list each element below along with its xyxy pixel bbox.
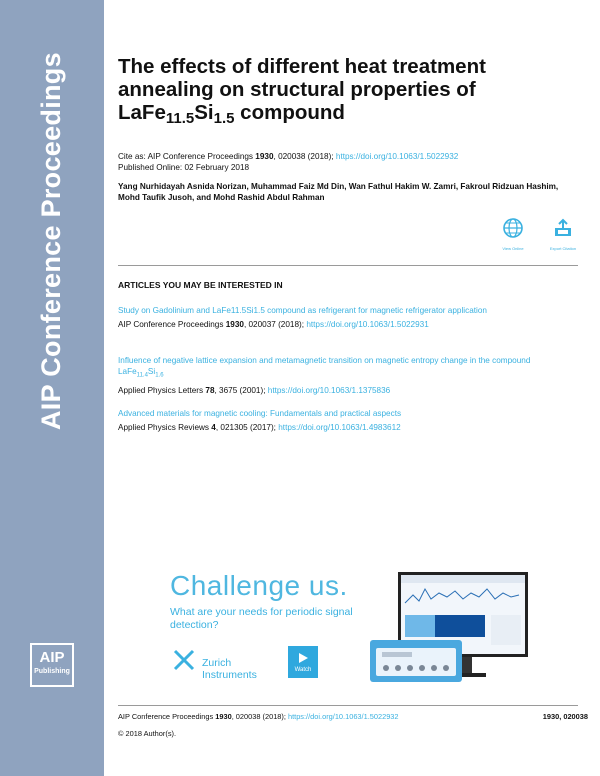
instrument-front-panel [376,648,456,676]
related-articles-heading: ARTICLES YOU MAY BE INTERESTED IN [118,280,283,290]
footer-rest: , 020038 (2018); [231,712,288,721]
ad-subline: What are your needs for periodic signal detection? [170,606,353,631]
copyright-notice: © 2018 Author(s). [118,729,177,738]
related-article [118,305,578,330]
logo-main-text: AIP [39,649,65,666]
related-article [118,355,578,396]
ad-brand-line1: Zurich [202,657,232,669]
related-article-reference [118,319,578,330]
related-article-doi-link[interactable]: https://doi.org/10.1063/1.1375836 [267,385,391,395]
rt-sub2: 1.6 [155,372,164,379]
footer-citation [118,712,588,722]
author-list: Yang Nurhidayah Asnida Norizan, Muhammad Faiz Md Din, Wan Fathul Hakim W. Zamri, Fakroul Ridzuan Hashim, Mohd Taufik Jusoh, and Mohd Rashid Abdul Rahman [118,182,559,202]
ad-brand-line2: Instruments [202,669,257,681]
rt-sub1: 11.4 [136,372,148,379]
section-divider [118,265,578,266]
ad-brand [202,657,257,681]
rt-part1: Influence of negative lattice expansion and metamagnetic transition on magnetic entropy change in the compound LaFe [118,356,531,376]
journal-vertical-title: AIP Conference Proceedings [36,52,66,430]
rt-mid: Si [147,367,156,376]
ref-volume: 1930 [225,320,244,329]
globe-icon [502,226,524,243]
footer-page-number: 1930, 020038 [542,712,588,721]
footer-journal: AIP Conference Proceedings [118,712,216,721]
related-article [118,408,578,433]
ref-journal: AIP Conference Proceedings [118,320,226,329]
aip-publishing-logo[interactable] [30,643,74,687]
related-article-title-link[interactable] [118,355,578,382]
title-part3: compound [234,101,345,124]
zurich-instruments-logo-icon [172,648,196,677]
cite-article: , 020038 (2018); [273,152,336,161]
ref-volume: 4 [211,423,216,432]
footer-volume: 1930 [215,712,232,721]
related-article-doi-link[interactable]: https://doi.org/10.1063/1.4983612 [278,423,401,432]
export-citation-button[interactable] [548,217,578,251]
published-date: Published Online: 02 February 2018 [118,163,250,172]
export-citation-icon [552,226,574,243]
related-article-title-link[interactable]: Advanced materials for magnetic cooling: Fundamentals and practical aspects [118,409,402,418]
cite-volume: 1930 [255,152,274,161]
play-icon [296,651,310,665]
article-doi-link[interactable]: https://doi.org/10.1063/1.5022932 [335,152,459,161]
watch-button[interactable] [288,646,318,678]
zurich-instruments-ad[interactable] [164,560,554,695]
view-online-caption: View Online [502,246,524,251]
journal-sidebar [0,0,104,776]
watch-label: Watch [294,667,312,673]
logo-sub-text: Publishing [34,668,70,675]
title-sub2: 1.5 [213,110,235,127]
ref-volume: 78 [205,385,215,395]
related-article-reference [118,422,578,433]
export-citation-caption: Export Citation [549,246,577,251]
related-article-title-link[interactable]: Study on Gadolinium and LaFe11.5Si1.5 compound as refrigerant for magnetic refrigerator application [118,306,487,315]
citation-block [118,151,578,173]
instrument-device-image [370,640,462,682]
article-title [118,55,558,127]
related-article-reference [118,385,578,396]
cite-label: Cite as: AIP Conference Proceedings [118,152,256,161]
ref-rest: , 021305 (2017); [215,423,279,432]
ref-journal: Applied Physics Reviews [118,423,212,432]
title-part2: Si [194,101,214,124]
ref-rest: , 020037 (2018); [243,320,307,329]
view-online-button[interactable] [498,217,528,251]
title-part1: The effects of different heat treatment annealing on structural properties of LaFe [118,55,486,124]
ref-journal: Applied Physics Letters [118,385,206,395]
footer-divider [118,705,578,706]
footer-doi-link[interactable]: https://doi.org/10.1063/1.5022932 [287,712,399,721]
title-sub1: 11.5 [165,110,195,127]
ad-headline: Challenge us. [170,570,348,601]
ref-rest: , 3675 (2001); [214,385,268,395]
related-article-doi-link[interactable]: https://doi.org/10.1063/1.5022931 [306,320,429,329]
